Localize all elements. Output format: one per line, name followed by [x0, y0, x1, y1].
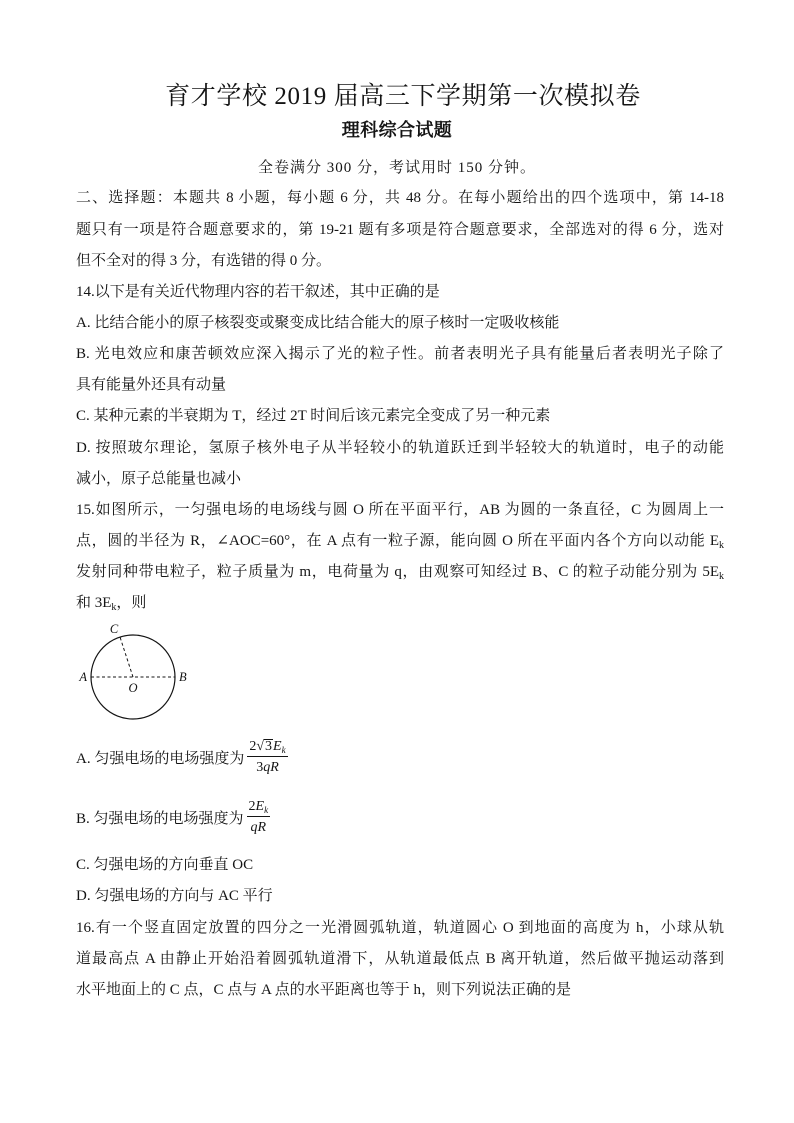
section-intro-line-2: 题只有一项是符合题意要求的，第 19-21 题有多项是符合题意要求，全部选对的得 6 分，选对 [76, 221, 724, 238]
q14-option-a: A. 比结合能小的原子核裂变或聚变成比结合能大的原子核时一定吸收核能 [76, 314, 560, 331]
figure-label-a: A [79, 670, 87, 684]
q15-stem-line-3 [76, 557, 724, 588]
questions-block-upper [76, 183, 724, 619]
fraction-numerator [247, 798, 271, 817]
q15-option-a-fraction [247, 738, 287, 776]
fraction-denominator [249, 817, 269, 836]
numerator-subscript: k [264, 805, 269, 815]
q14-stem: 14.以下是有关近代物理内容的若干叙述，其中正确的是 [76, 283, 440, 300]
denominator-variable: qR [263, 760, 279, 775]
numerator-coefficient: 2 [249, 739, 257, 754]
q15-option-b-fraction [247, 798, 271, 836]
figure-label-b: B [179, 670, 187, 684]
radical-sign: √ [256, 739, 265, 754]
figure-label-o: O [128, 681, 138, 695]
numerator-subscript: k [281, 745, 286, 755]
q15-stem-line-1 [76, 495, 724, 526]
questions-block-lower [76, 850, 724, 1005]
q15-option-b [76, 791, 724, 843]
q16-stem-line-2: 道最高点 A 由静止开始沿着圆弧轨道滑下，从轨道最低点 B 离开轨道，然后做平抛运动落到 [76, 950, 724, 967]
q15-stem-line-4-tail: ，则 [116, 595, 147, 612]
q15-stem-line-2-text: 点，圆的半径为 R，∠AOC=60°，在 A 点有一粒子源，能向圆 O 所在平面内各个方向以动能 E [76, 532, 719, 549]
numerator-variable: E [273, 739, 282, 754]
fraction-denominator [254, 757, 281, 776]
q15-circle-figure [70, 624, 200, 728]
exam-subtitle: 理科综合试题 [341, 120, 453, 140]
q15-option-c: C. 匀强电场的方向垂直 OC [76, 857, 254, 874]
exam-title: 育才学校 2019 届高三下学期第一次模拟卷 [165, 83, 641, 110]
q16-stem-line-1: 16.有一个竖直固定放置的四分之一光滑圆弧轨道，轨道圆心 O 到地面的高度为 h，小球从轨 [76, 919, 724, 936]
section-intro-line-3: 但不全对的得 3 分，有选错的得 0 分。 [76, 252, 332, 269]
q14-option-b-line-1: B. 光电效应和康苦顿效应深入揭示了光的粒子性。前者表明光子具有能量后者表明光子除了 [76, 346, 724, 363]
q14-option-b-line-2: 具有能量外还具有动量 [76, 377, 227, 394]
figure-label-c: C [109, 624, 119, 636]
radicand: 3 [265, 739, 273, 754]
q15-stem-line-2-subscript: k [719, 539, 724, 551]
q14-option-d-line-2: 减小，原子总能量也减小 [76, 470, 242, 487]
q15-stem-line-4-text: 和 3E [76, 595, 112, 612]
q16-stem-line-3: 水平地面上的 C 点，C 点与 A 点的水平距离也等于 h，则下列说法正确的是 [76, 981, 572, 998]
fraction-numerator [247, 738, 287, 757]
radius-oc-dashed [120, 637, 133, 677]
q15-stem-line-4 [76, 588, 724, 619]
q15-stem-line-4-subscript: k [111, 602, 117, 614]
q15-option-d: D. 匀强电场的方向与 AC 平行 [76, 888, 273, 905]
numerator-variable: E [255, 799, 265, 814]
q15-stem-line-3-subscript: k [719, 571, 724, 583]
q15-option-a-label: A. 匀强电场的电场强度为 [76, 750, 245, 767]
q14-option-c: C. 某种元素的半衰期为 T，经过 2T 时间后该元素完全变成了另一种元素 [76, 408, 551, 425]
denominator-coefficient: 3 [256, 760, 264, 775]
q15-stem-line-1-text: 15.如图所示，一匀强电场的电场线与圆 O 所在平面平行，AB 为圆的一条直径，C 为圆周上一 [76, 501, 724, 518]
q14-option-d-line-1: D. 按照玻尔理论，氢原子核外电子从半轻较小的轨道跃迁到半轻较大的轨道时，电子的动能 [76, 439, 724, 456]
exam-score-note: 全卷满分 300 分，考试用时 150 分钟。 [257, 160, 536, 176]
q15-stem-line-2 [76, 526, 724, 557]
section-intro-line-1: 二、选择题：本题共 8 小题，每小题 6 分，共 48 分。在每小题给出的四个选项中，第 14-18 [76, 190, 724, 207]
q15-option-a [76, 731, 724, 783]
q15-stem-line-3-text: 发射同种带电粒子，粒子质量为 m，电荷量为 q，由观察可知经过 B、C 的粒子动能分别为 5E [76, 564, 719, 581]
q15-option-b-label: B. 匀强电场的电场强度为 [76, 810, 244, 827]
numerator-coefficient: 2 [248, 799, 256, 814]
denominator-variable: qR [250, 820, 267, 835]
